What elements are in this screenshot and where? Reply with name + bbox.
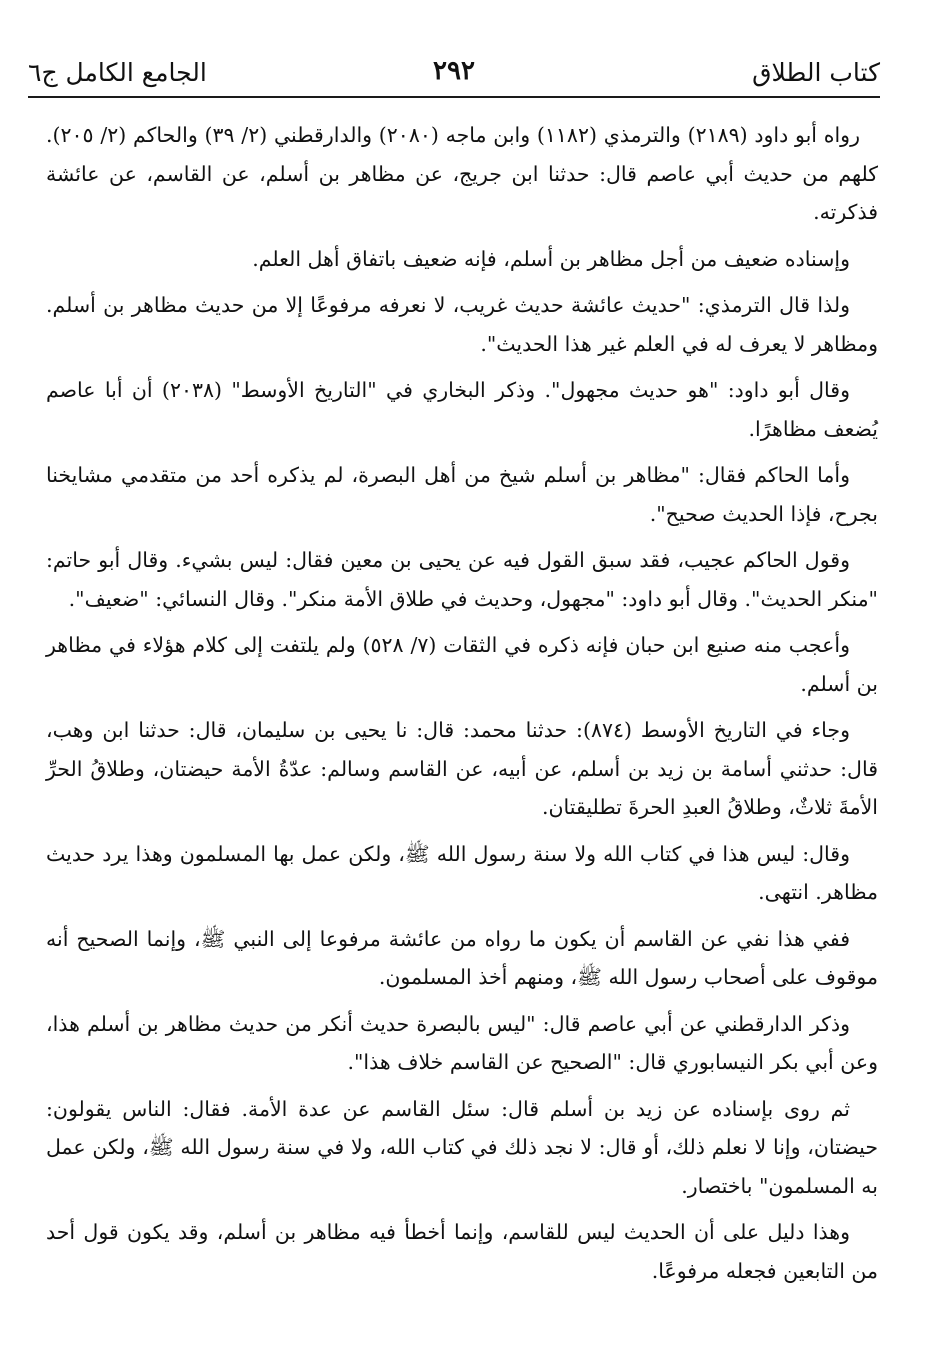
paragraph-2: وإسناده ضعيف من أجل مظاهر بن أسلم، فإنه ضعيف باتفاق أهل العلم. bbox=[252, 246, 850, 271]
paragraph-5: وأما الحاكم فقال: "مظاهر بن أسلم شيخ من أهل البصرة، لم يذكره أحد من متقدمي مشايخنا بجرح، فإذا الحديث صحيح". bbox=[46, 463, 878, 526]
paragraph-13: وهذا دليل على أن الحديث ليس للقاسم، وإنما أخطأ فيه مظاهر بن أسلم، وقد يكون قول أحد من التابعين فجعله مرفوعًا. bbox=[46, 1220, 878, 1283]
paragraph-11: وذكر الدارقطني عن أبي عاصم قال: "ليس بالبصرة حديث أنكر من حديث مظاهر بن أسلم هذا، وعن أبي بكر النيسابوري قال: "الصحيح عن القاسم خلاف هذا". bbox=[46, 1011, 878, 1074]
page-header bbox=[28, 52, 880, 98]
book-title: كتاب الطلاق bbox=[752, 58, 880, 87]
paragraph-8: وجاء في التاريخ الأوسط (٨٧٤): حدثنا محمد: قال: نا يحيى بن سليمان، قال: حدثنا ابن وهب، قال: حدثني أسامة بن زيد بن أسلم، عن أبيه، عن القاسم وسالم: عدّةُ الأمة حيضتان، وطلاقُ الحرِّ الأمةَ ثلاثٌ، وطلاقُ العبدِ الحرةَ تطليقتان. bbox=[46, 718, 878, 819]
paragraph-4: وقال أبو داود: "هو حديث مجهول". وذكر البخاري في "التاريخ الأوسط" (٢٠٣٨) أن أبا عاصم يُضعف مظاهرًا. bbox=[46, 378, 878, 441]
paragraph-12: ثم روى بإسناده عن زيد بن أسلم قال: سئل القاسم عن عدة الأمة. فقال: الناس يقولون: حيضتان، وإنا لا نعلم ذلك، أو قال: لا نجد ذلك في كتاب الله، ولا في سنة رسول الله ﷺ، ولكن عمل به المسلمون" باختصار. bbox=[46, 1096, 878, 1198]
paragraph-6: وقول الحاكم عجيب، فقد سبق القول فيه عن يحيى بن معين فقال: ليس بشيء. وقال أبو حاتم: "منكر الحديث". وقال أبو داود: "مجهول، وحديث في طلاق الأمة منكر". وقال النسائي: "ضعيف". bbox=[46, 548, 878, 611]
page-number: ٢٩٢ bbox=[433, 56, 475, 86]
paragraph-3: ولذا قال الترمذي: "حديث عائشة حديث غريب، لا نعرفه مرفوعًا إلا من حديث مظاهر بن أسلم. ومظاهر لا يعرف له في العلم غير هذا الحديث". bbox=[46, 293, 878, 356]
paragraph-1: رواه أبو داود (٢١٨٩) والترمذي (١١٨٢) وابن ماجه (٢٠٨٠) والدارقطني (٢/ ٣٩) والحاكم (٢/ ٢٠٥). كلهم من حديث أبي عاصم قال: حدثنا ابن جريج، عن مظاهر بن أسلم، عن القاسم، عن عائشة فذكرته. bbox=[46, 123, 878, 224]
paragraph-9: وقال: ليس هذا في كتاب الله ولا سنة رسول الله ﷺ، ولكن عمل بها المسلمون وهذا يرد حديث مظاهر. انتهى. bbox=[46, 841, 878, 904]
paragraph-10: ففي هذا نفي عن القاسم أن يكون ما رواه من عائشة مرفوعا إلى النبي ﷺ، وإنما الصحيح أنه موقوف على أصحاب رسول الله ﷺ، ومنهم أخذ المسلمون. bbox=[46, 926, 878, 989]
series-title: الجامع الكامل ج٦ bbox=[28, 58, 207, 87]
paragraph-7: وأعجب منه صنيع ابن حبان فإنه ذكره في الثقات (٧/ ٥٢٨) ولم يلتفت إلى كلام هؤلاء في مظاهر بن أسلم. bbox=[46, 633, 878, 696]
main-text bbox=[46, 116, 878, 1336]
